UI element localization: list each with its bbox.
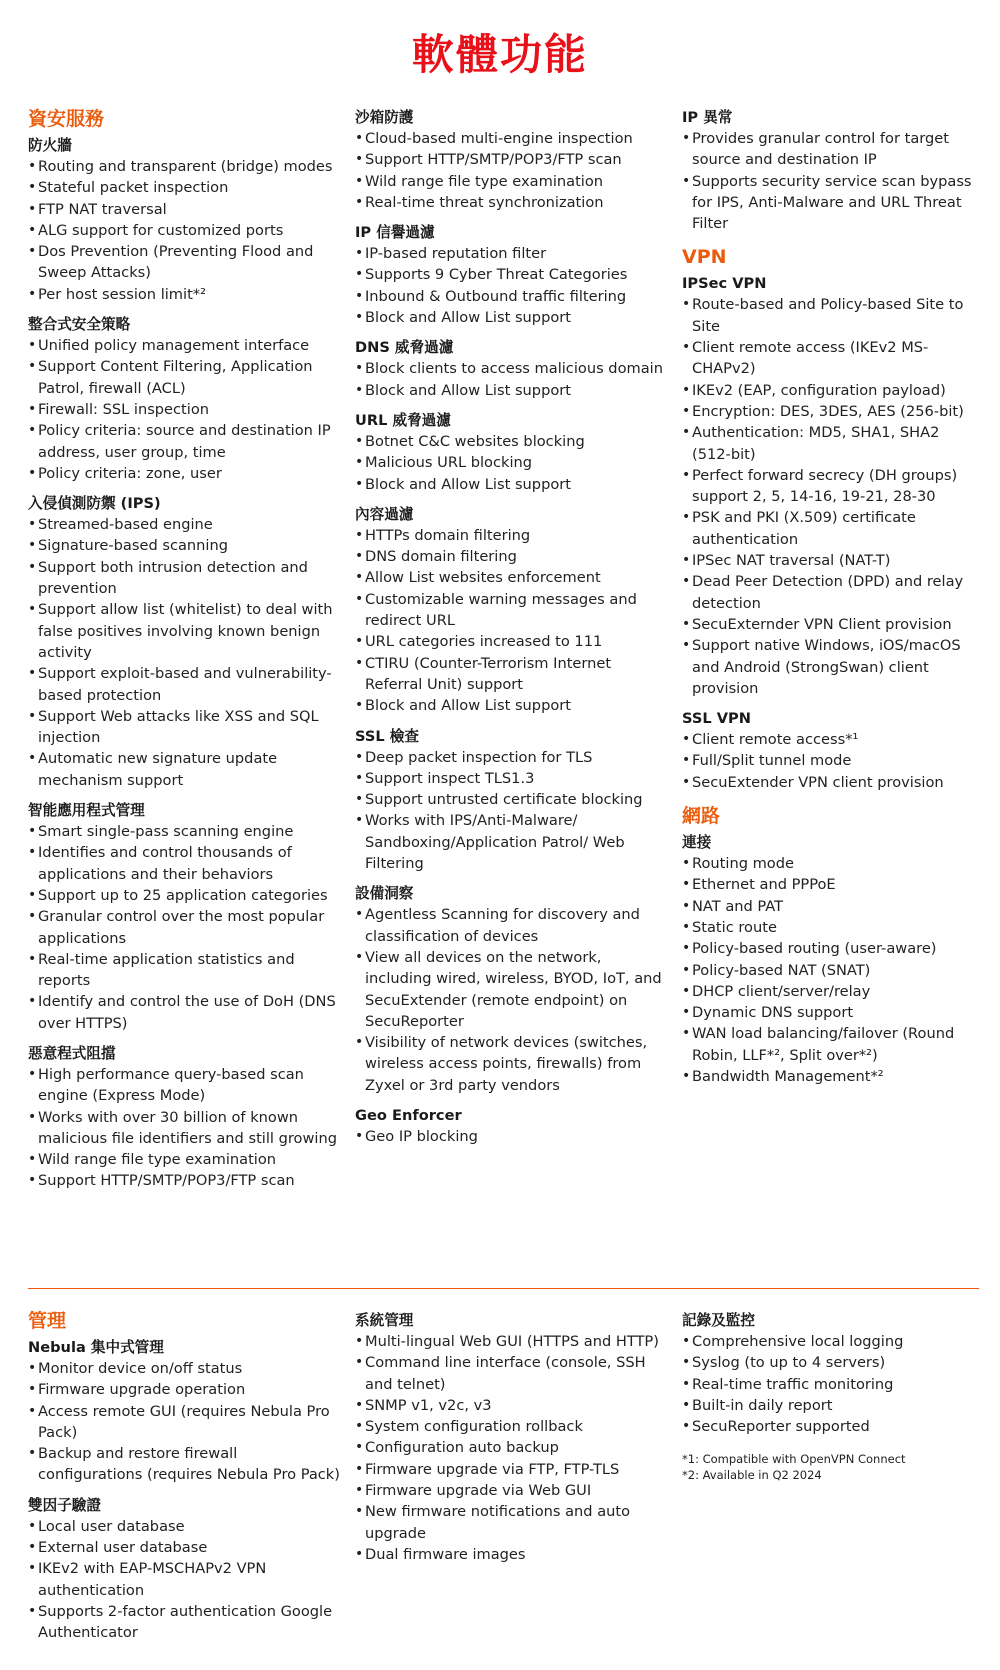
col1-groups [28,136,340,1192]
feature-item: • High performance query-based scan engine (Express Mode) [28,1064,340,1107]
feature-item: • Dos Prevention (Preventing Flood and Sweep Attacks) [28,241,340,284]
feature-item: • Block and Allow List support [355,307,667,328]
feature-item: • Granular control over the most popular applications [28,906,340,949]
feature-item: • IPSec NAT traversal (NAT-T) [682,550,982,571]
footnote-2: *2: Available in Q2 2024 [682,1468,822,1483]
feature-group-title: IP 信譽過濾 [355,224,435,242]
feature-list [355,1126,667,1147]
feature-item: • Geo IP blocking [355,1126,667,1147]
feature-item: • Supports 2-factor authentication Google Authenticator [28,1601,340,1644]
feature-list [682,853,982,1087]
feature-item: • Built-in daily report [682,1395,982,1416]
feature-group-title: 記錄及監控 [682,1312,755,1329]
feature-group [28,315,340,484]
threat-protection-column [355,108,667,1157]
feature-group [355,727,667,875]
feature-item: • Works with IPS/Anti-Malware/ Sandboxing/Application Patrol/ Web Filtering [355,810,667,874]
feature-group [28,136,340,305]
feature-item: • Support allow list (whitelist) to deal with false positives involving known benign activity [28,599,340,663]
feature-item: • Multi-lingual Web GUI (HTTPS and HTTP) [355,1331,667,1352]
feature-item: • Perfect forward secrecy (DH groups) support 2, 5, 14-16, 19-21, 28-30 [682,465,982,508]
feature-group-title: Nebula 集中式管理 [28,1339,164,1356]
feature-item: • SecuExternder VPN Client provision [682,614,982,635]
feature-item: • Deep packet inspection for TLS [355,747,667,768]
feature-group-title: 整合式安全策略 [28,316,131,334]
feature-item: • External user database [28,1537,340,1558]
feature-item: • Access remote GUI (requires Nebula Pro Pack) [28,1401,340,1444]
feature-item: • Support HTTP/SMTP/POP3/FTP scan [28,1170,340,1191]
feature-list [682,729,982,793]
feature-item: • WAN load balancing/failover (Round Robin, LLF*², Split over*²) [682,1023,982,1066]
feature-group [355,223,667,328]
feature-item: • Syslog (to up to 4 servers) [682,1352,982,1373]
col3-ip-group [682,108,982,234]
feature-item: • Client remote access*¹ [682,729,982,750]
feature-group [355,884,667,1096]
feature-item: • DHCP client/server/relay [682,981,982,1002]
bottom-col3-groups [682,1311,982,1437]
feature-item: • Support Web attacks like XSS and SQL injection [28,706,340,749]
section-title-network: 網路 [682,805,721,828]
feature-item: • Real-time threat synchronization [355,192,667,213]
col3-vpn-groups [682,274,982,793]
feature-item: • Command line interface (console, SSH and telnet) [355,1352,667,1395]
feature-item: • Encryption: DES, 3DES, AES (256-bit) [682,401,982,422]
feature-list [28,514,340,791]
feature-group [355,108,667,213]
feature-group [28,1338,340,1486]
feature-item: • System configuration rollback [355,1416,667,1437]
feature-item: • Support native Windows, iOS/macOS and Android (StrongSwan) client provision [682,635,982,699]
footnotes [682,1451,982,1483]
feature-list [682,128,982,234]
feature-group [355,338,667,401]
feature-list [28,821,340,1034]
feature-group-title: SSL 檢查 [355,727,419,745]
feature-item: • Dead Peer Detection (DPD) and relay detection [682,571,982,614]
feature-group [28,801,340,1034]
feature-item: • Bandwidth Management*² [682,1066,982,1087]
feature-item: • Policy criteria: zone, user [28,463,340,484]
feature-list [28,1358,340,1486]
feature-group-title: 惡意程式阻擋 [28,1044,116,1062]
feature-item: • Supports 9 Cyber Threat Categories [355,264,667,285]
feature-list [28,156,340,305]
feature-item: • Allow List websites enforcement [355,567,667,588]
vpn-network-column [682,108,982,1097]
feature-group [28,1496,340,1644]
bottom-col1-groups [28,1338,340,1644]
feature-item: • Signature-based scanning [28,535,340,556]
feature-item: • SecuExtender VPN client provision [682,772,982,793]
feature-item: • Dual firmware images [355,1544,667,1565]
feature-group [355,505,667,717]
feature-item: • Routing and transparent (bridge) modes [28,156,340,177]
feature-item: • Block and Allow List support [355,380,667,401]
feature-item: • ALG support for customized ports [28,220,340,241]
feature-group-title: 防火牆 [28,137,72,154]
feature-list [682,294,982,699]
feature-item: • Malicious URL blocking [355,452,667,473]
feature-item: • PSK and PKI (X.509) certificate authentication [682,507,982,550]
feature-item: • Static route [682,917,982,938]
section-title-management: 管理 [28,1310,67,1332]
feature-item: • Streamed-based engine [28,514,340,535]
feature-item: • URL categories increased to 111 [355,631,667,652]
feature-item: • SNMP v1, v2c, v3 [355,1395,667,1416]
footnote-1: *1: Compatible with OpenVPN Connect [682,1452,906,1467]
feature-item: • Authentication: MD5, SHA1, SHA2 (512-bit) [682,422,982,465]
feature-item: • Cloud-based multi-engine inspection [355,128,667,149]
feature-item: • Policy-based routing (user-aware) [682,938,982,959]
feature-item: • Support HTTP/SMTP/POP3/FTP scan [355,149,667,170]
feature-group [682,709,982,793]
feature-group-title: 智能應用程式管理 [28,802,145,820]
feature-item: • Identify and control the use of DoH (DNS over HTTPS) [28,991,340,1034]
feature-group-title: SSL VPN [682,710,751,728]
feature-item: • Policy-based NAT (SNAT) [682,960,982,981]
feature-list [355,525,667,717]
feature-item: • Comprehensive local logging [682,1331,982,1352]
system-management-column [355,1311,667,1575]
feature-item: • Block and Allow List support [355,474,667,495]
feature-item: • Agentless Scanning for discovery and classification of devices [355,904,667,947]
feature-group [682,1311,982,1437]
feature-item: • Firmware upgrade via FTP, FTP-TLS [355,1459,667,1480]
feature-item: • New firmware notifications and auto upgrade [355,1501,667,1544]
feature-list [28,1064,340,1192]
feature-group-title: IPSec VPN [682,275,767,293]
feature-item: • Wild range file type examination [28,1149,340,1170]
feature-item: • Dynamic DNS support [682,1002,982,1023]
feature-item: • DNS domain filtering [355,546,667,567]
feature-list [355,904,667,1096]
feature-item: • SecuReporter supported [682,1416,982,1437]
feature-item: • Firewall: SSL inspection [28,399,340,420]
feature-group-title: URL 威脅過濾 [355,411,451,429]
feature-group [355,1311,667,1565]
feature-group-title: 內容過濾 [355,505,414,523]
col3-net-groups [682,833,982,1087]
section-divider [28,1288,979,1289]
section-title-vpn: VPN [682,246,727,269]
feature-item: • FTP NAT traversal [28,199,340,220]
feature-item: • Stateful packet inspection [28,177,340,198]
feature-item: • Per host session limit*² [28,284,340,305]
feature-group-title: 雙因子驗證 [28,1496,101,1514]
feature-item: • Unified policy management interface [28,335,340,356]
feature-item: • Policy criteria: source and destination IP address, user group, time [28,420,340,463]
feature-item: • Support untrusted certificate blocking [355,789,667,810]
feature-item: • Client remote access (IKEv2 MS-CHAPv2) [682,337,982,380]
feature-item: • Full/Split tunnel mode [682,750,982,771]
feature-item: • Monitor device on/off status [28,1358,340,1379]
feature-group [682,108,982,234]
feature-item: • Wild range file type examination [355,171,667,192]
feature-list [355,747,667,875]
logging-column [682,1311,982,1483]
feature-group-title: DNS 威脅過濾 [355,339,454,357]
feature-list [682,1331,982,1437]
feature-group-title: 系統管理 [355,1312,414,1329]
feature-group [682,274,982,699]
feature-item: • Visibility of network devices (switches, wireless access points, firewalls) from Zyxel or 3rd party vendors [355,1032,667,1096]
section-title-security: 資安服務 [28,108,105,130]
feature-item: • Customizable warning messages and redirect URL [355,589,667,632]
feature-item: • Support up to 25 application categories [28,885,340,906]
feature-item: • View all devices on the network, including wired, wireless, BYOD, IoT, and SecuExtender (remote endpoint) on SecuReporter [355,947,667,1032]
feature-item: • Firmware upgrade via Web GUI [355,1480,667,1501]
feature-group-title: Geo Enforcer [355,1106,462,1124]
feature-item: • Botnet C&C websites blocking [355,431,667,452]
feature-group [355,1106,667,1147]
feature-item: • Firmware upgrade operation [28,1379,340,1400]
feature-item: • Provides granular control for target source and destination IP [682,128,982,171]
feature-item: • Routing mode [682,853,982,874]
feature-item: • Inbound & Outbound traffic filtering [355,286,667,307]
feature-list [355,128,667,213]
feature-item: • Supports security service scan bypass for IPS, Anti-Malware and URL Threat Filter [682,171,982,235]
feature-item: • IP-based reputation filter [355,243,667,264]
management-column [28,1308,340,1654]
feature-group [682,833,982,1087]
feature-group [28,1044,340,1192]
security-services-column [28,106,340,1202]
feature-group [355,411,667,495]
feature-group-title: 沙箱防護 [355,109,414,126]
feature-item: • Backup and restore firewall configurations (requires Nebula Pro Pack) [28,1443,340,1486]
feature-item: • Configuration auto backup [355,1437,667,1458]
feature-item: • HTTPs domain filtering [355,525,667,546]
feature-item: • Block clients to access malicious domain [355,358,667,379]
feature-item: • Smart single-pass scanning engine [28,821,340,842]
feature-list [355,431,667,495]
feature-item: • Real-time application statistics and reports [28,949,340,992]
bottom-col2-groups [355,1311,667,1565]
feature-group-title: 連接 [682,834,712,852]
feature-item: • Support inspect TLS1.3 [355,768,667,789]
feature-group [28,494,340,791]
feature-item: • Local user database [28,1516,340,1537]
feature-item: • Works with over 30 billion of known malicious file identifiers and still growing [28,1107,340,1150]
feature-item: • NAT and PAT [682,896,982,917]
feature-item: • Support both intrusion detection and prevention [28,557,340,600]
feature-item: • IKEv2 (EAP, configuration payload) [682,380,982,401]
feature-item: • Support Content Filtering, Application Patrol, firewall (ACL) [28,356,340,399]
feature-item: • Identifies and control thousands of applications and their behaviors [28,842,340,885]
feature-item: • Block and Allow List support [355,695,667,716]
feature-list [355,1331,667,1565]
feature-list [355,358,667,401]
feature-item: • CTIRU (Counter-Terrorism Internet Referral Unit) support [355,653,667,696]
feature-item: • Ethernet and PPPoE [682,874,982,895]
feature-item: • Automatic new signature update mechanism support [28,748,340,791]
feature-list [28,335,340,484]
feature-item: • Real-time traffic monitoring [682,1374,982,1395]
feature-group-title: IP 異常 [682,109,733,126]
feature-group-title: 入侵偵測防禦 (IPS) [28,495,161,513]
feature-list [28,1516,340,1644]
feature-item: • Support exploit-based and vulnerability-based protection [28,663,340,706]
feature-item: • IKEv2 with EAP-MSCHAPv2 VPN authentication [28,1558,340,1601]
feature-list [355,243,667,328]
feature-item: • Route-based and Policy-based Site to Site [682,294,982,337]
page-title: 軟體功能 [411,30,588,79]
feature-group-title: 設備洞察 [355,885,414,903]
col2-groups [355,108,667,1147]
